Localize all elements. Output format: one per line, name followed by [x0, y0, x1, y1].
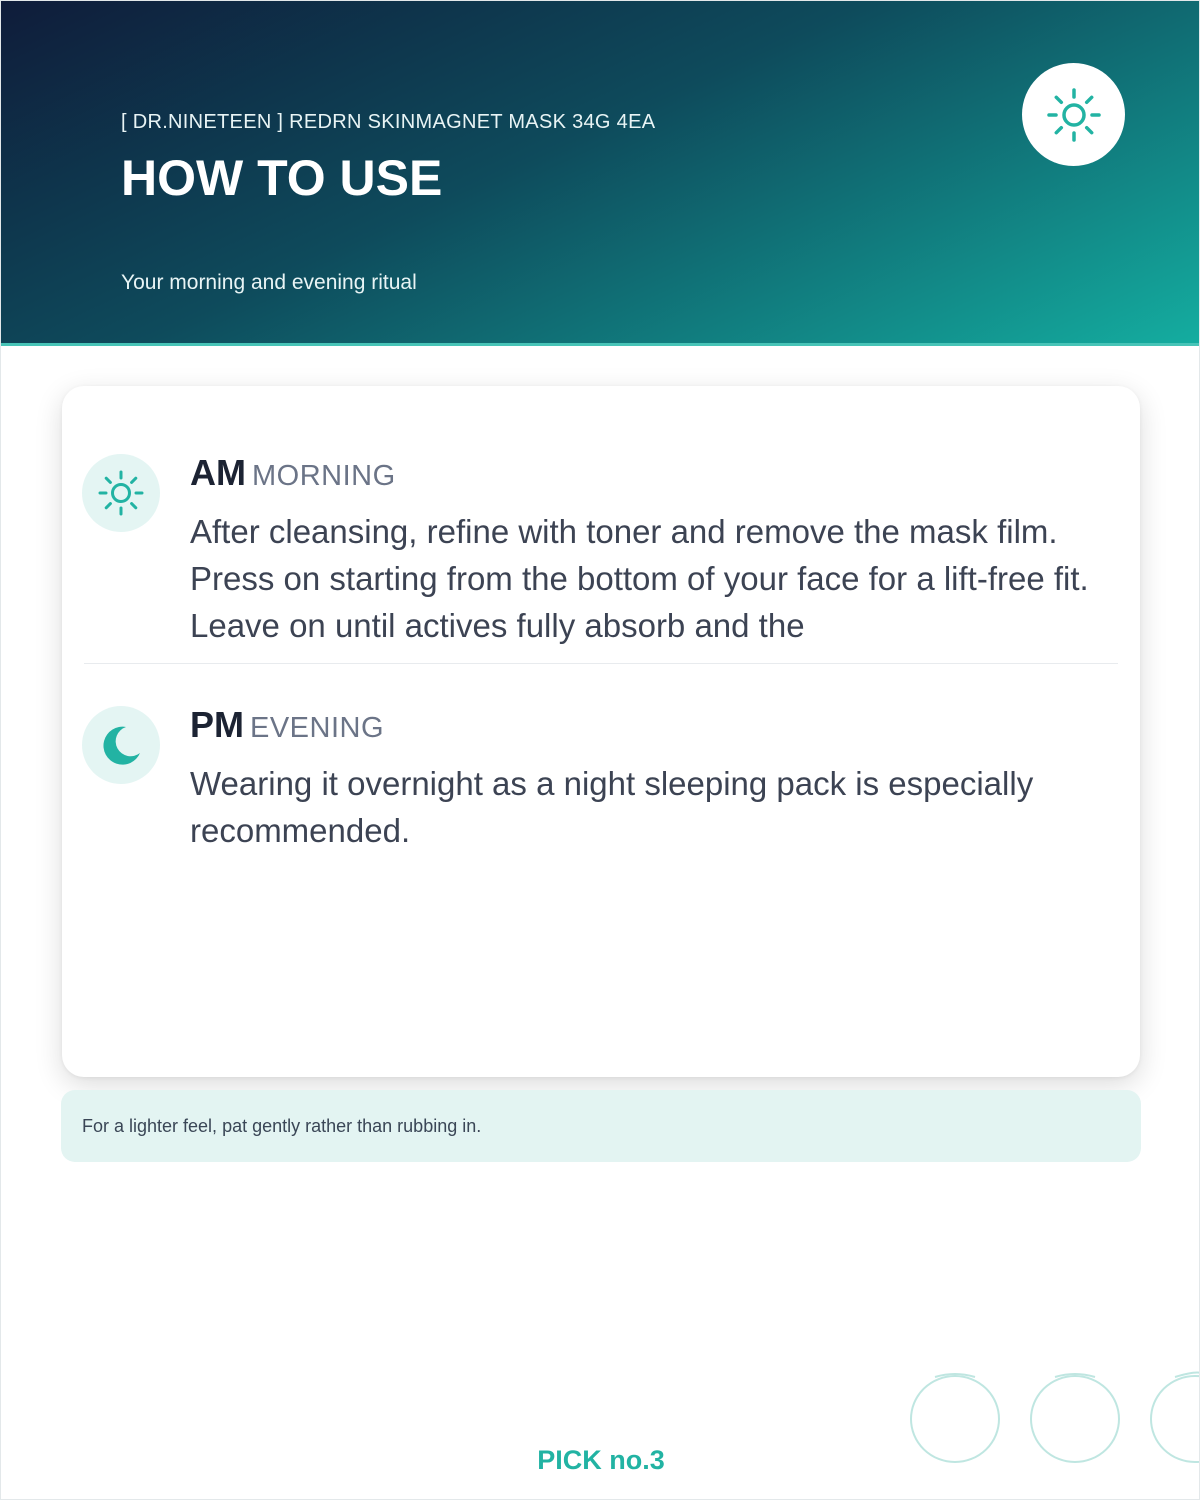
tip-box — [61, 1090, 1141, 1162]
step-am — [62, 446, 1140, 661]
pm-period: EVENING — [250, 712, 385, 744]
sun-icon — [96, 468, 146, 518]
usage-card — [62, 386, 1140, 1077]
am-heading — [190, 452, 396, 494]
tip-text: For a lighter feel, pat gently rather than rubbing in. — [82, 1116, 482, 1136]
am-abbr: AM — [190, 452, 246, 493]
pm-icon-circle — [82, 706, 160, 784]
header-banner — [1, 1, 1200, 346]
sun-badge — [1022, 63, 1125, 166]
moon-icon — [96, 720, 146, 770]
sun-icon — [1045, 86, 1103, 144]
page-subtitle: Your morning and evening ritual — [121, 271, 417, 294]
am-instructions: After cleansing, refine with toner and remove the mask film. Press on starting from the bottom of your face for a lift-free fit. Leave on until actives fully absorb and the — [190, 513, 1089, 644]
pm-instructions: Wearing it overnight as a night sleeping pack is especially recommended. — [190, 765, 1034, 849]
step-pm — [62, 698, 1140, 878]
pm-abbr: PM — [190, 704, 244, 745]
page-title: HOW TO USE — [121, 150, 443, 206]
am-period: MORNING — [252, 460, 396, 492]
pick-label: PICK no.3 — [537, 1445, 665, 1475]
pm-heading — [190, 704, 384, 746]
divider — [84, 663, 1118, 664]
am-icon-circle — [82, 454, 160, 532]
product-name: [ DR.NINETEEN ] REDRN SKINMAGNET MASK 34G 4EA — [121, 111, 656, 133]
